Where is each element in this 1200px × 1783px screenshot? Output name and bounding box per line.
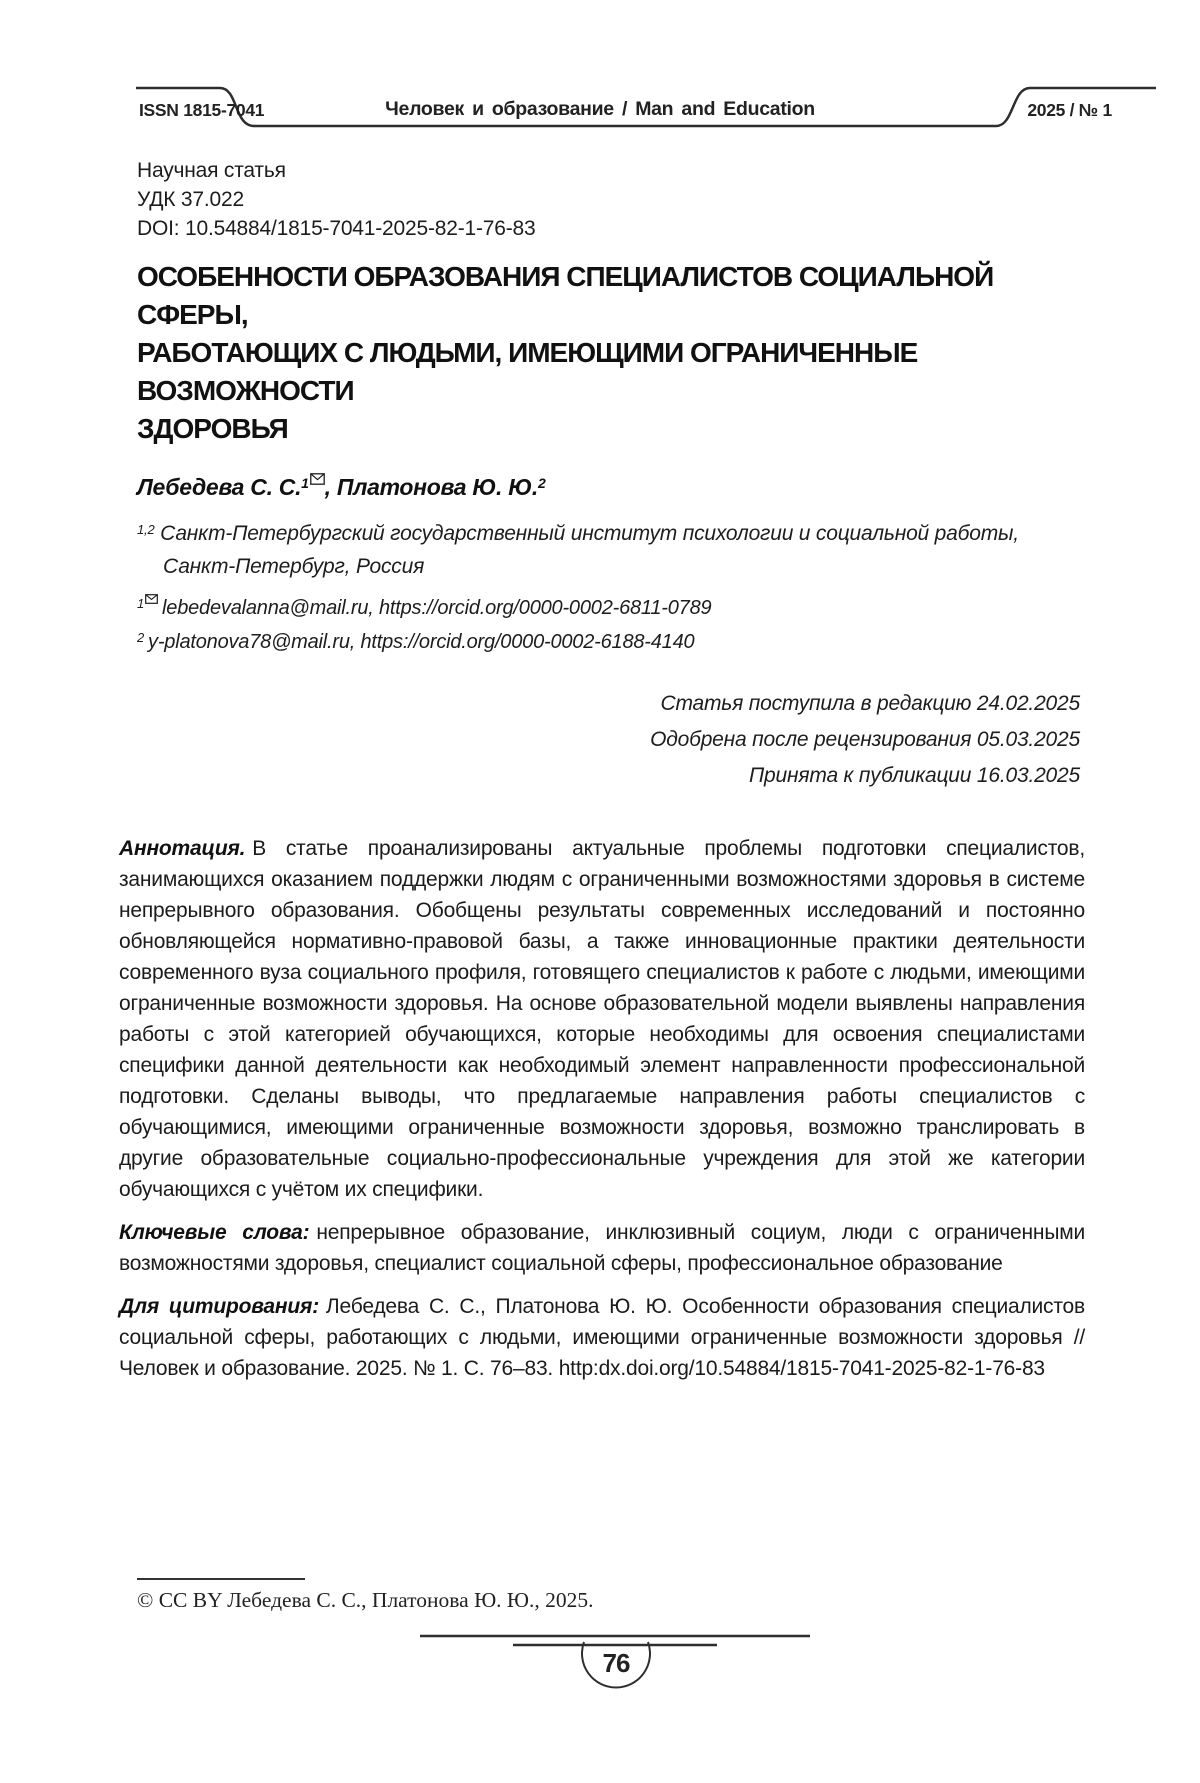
mail-icon bbox=[145, 594, 158, 604]
date-approved: Одобрена после рецензирования 05.03.2025 bbox=[650, 728, 1080, 751]
citation bbox=[119, 1291, 1085, 1384]
footnote-rule bbox=[137, 1578, 305, 1580]
udc-number: УДК 37.022 bbox=[137, 188, 244, 211]
keywords-text: непрерывное образование, инклюзивный социум, люди с ограниченными возможностями здоровья, специалист социальной сферы, профессиональное образование bbox=[119, 1221, 1085, 1275]
authors-line bbox=[137, 468, 1085, 502]
contact-row bbox=[137, 623, 1085, 657]
citation-text: Лебедева С. С., Платонова Ю. Ю. Особенности образования специалистов социальной сферы, работающих с людьми, имеющими ограниченные возможности здоровья // Человек и образование. 2025. № 1. С. 76–83. http:dx.doi.org/10.54884/1815-7041-2025-82-1-76-83 bbox=[119, 1295, 1085, 1380]
article-history bbox=[0, 686, 1080, 794]
author-name-2: , Платонова Ю. Ю. bbox=[324, 474, 538, 500]
journal-title: Человек и образование / Man and Education bbox=[385, 98, 815, 120]
article-title bbox=[137, 258, 1085, 448]
contact-superscript: 2 bbox=[137, 630, 145, 645]
copyright-notice: © CC BY Лебедева С. С., Платонова Ю. Ю., 2025. bbox=[137, 1588, 594, 1612]
date-accepted: Принята к публикации 16.03.2025 bbox=[749, 764, 1080, 787]
article-title-line: ОСОБЕННОСТИ ОБРАЗОВАНИЯ СПЕЦИАЛИСТОВ СОЦИАЛЬНОЙ СФЕРЫ, bbox=[137, 261, 994, 330]
page-number: 76 bbox=[602, 1648, 630, 1678]
contact-email-orcid: lebedevalanna@mail.ru, https://orcid.org/0000-0002-6811-0789 bbox=[162, 597, 712, 619]
page-number-ornament bbox=[0, 1625, 1200, 1700]
issue-label: 2025 / № 1 bbox=[1027, 100, 1112, 120]
contacts bbox=[137, 589, 1085, 657]
issn-label: ISSN 1815-7041 bbox=[139, 100, 265, 120]
mail-icon bbox=[310, 473, 325, 485]
article-type: Научная статья bbox=[137, 159, 286, 182]
affiliation-text: Санкт-Петербургский государственный институт психологии и социальной работы, Санкт-Петербург, Россия bbox=[160, 522, 1019, 578]
abstract-text: В статье проанализированы актуальные проблемы подготовки специалистов, занимающихся оказанием поддержки людям с ограниченными возможностями здоровья в системе непрерывного образования. Обобщены результаты современных исследований и постоянно обновляющейся нормативно-правовой базы, а также инновационные практики деятельности современного вуза социального профиля, готовящего специалистов к работе с людьми, имеющими ограниченные возможности здоровья. На основе образовательной модели выявлены направления работы с этой категорией обучающихся, которые необходимы для освоения специалистами специфики данной деятельности как необходимый элемент направленности профессиональной подготовки. Сделаны выводы, что предлагаемые направления работы специалистов с обучающимися, имеющими ограниченные возможности здоровья, возможно транслировать в другие образовательные социально-профессиональные учреждения для этой же категории обучающихся с учётом их специфики. bbox=[119, 837, 1085, 1201]
keywords-label: Ключевые слова: bbox=[119, 1221, 310, 1244]
article-meta bbox=[137, 156, 1085, 243]
article-title-line: ЗДОРОВЬЯ bbox=[137, 413, 288, 444]
contact-row bbox=[137, 589, 1085, 623]
abstract bbox=[119, 833, 1085, 1205]
date-received: Статья поступила в редакцию 24.02.2025 bbox=[660, 692, 1080, 715]
doi-number: DOI: 10.54884/1815-7041-2025-82-1-76-83 bbox=[137, 217, 536, 240]
contact-email-orcid: y-platonova78@mail.ru, https://orcid.org/0000-0002-6188-4140 bbox=[148, 631, 695, 653]
contact-superscript: 1 bbox=[137, 596, 145, 611]
author-name-1: Лебедева С. С. bbox=[137, 474, 302, 500]
affiliation bbox=[137, 513, 1085, 583]
keywords bbox=[119, 1217, 1085, 1279]
citation-label: Для цитирования: bbox=[119, 1295, 319, 1318]
affiliation-superscript: 1,2 bbox=[137, 522, 155, 537]
author-affiliation-superscript: 2 bbox=[538, 475, 546, 491]
author-affiliation-superscript: 1 bbox=[301, 475, 309, 491]
article-title-line: РАБОТАЮЩИХ С ЛЮДЬМИ, ИМЕЮЩИМИ ОГРАНИЧЕННЫЕ ВОЗМОЖНОСТИ bbox=[137, 337, 918, 406]
abstract-label: Аннотация. bbox=[119, 837, 246, 860]
